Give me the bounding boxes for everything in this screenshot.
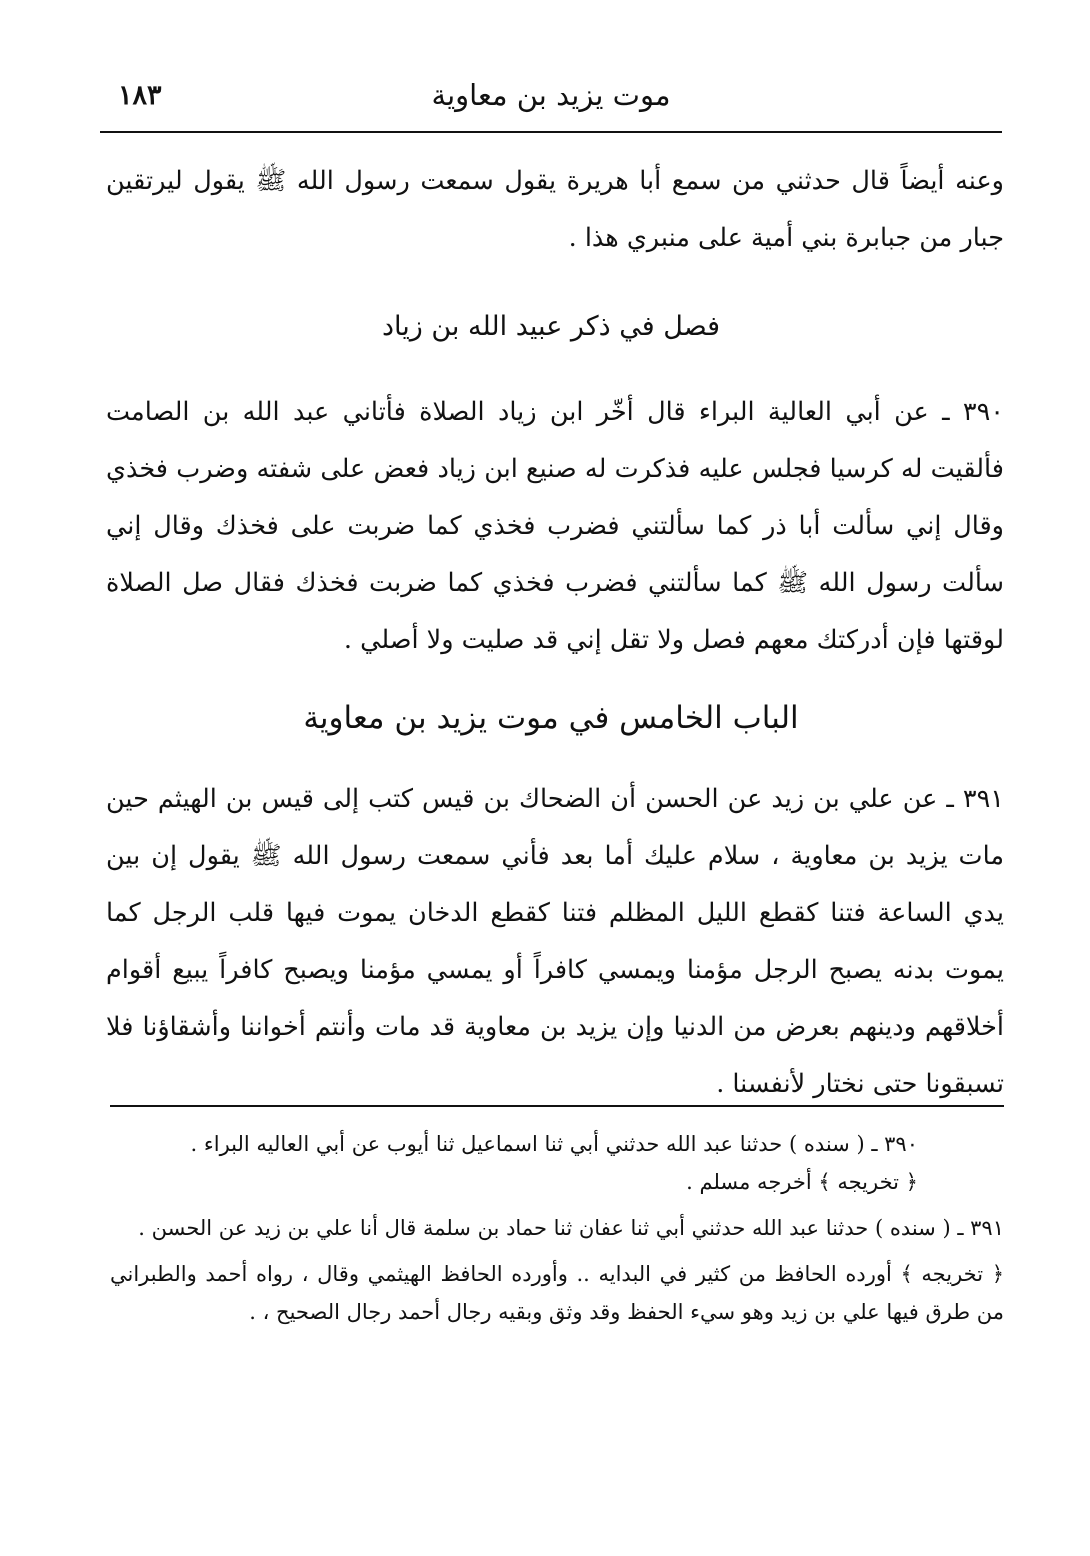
paragraph-hadith-391: ٣٩١ ـ عن علي بن زيد عن الحسن أن الضحاك بن قيس كتب إلى قيس بن الهيثم حين مات يزيد بن معاوية ، سلام عليك أما بعد فأني سمعت رسول الله ﷺ يقول إن بين يدي الساعة فتنا كقطع الليل المظلم فتنا كقطع الدخان يموت فيها قلب الرجل كما يموت بدنه يصبح الرجل مؤمنا ويمسي كافراً أو يمسي مؤمنا ويصبح كافراً يبيع أقوام أخلاقهم ودينهم بعرض من الدنيا وإن يزيد بن معاوية قد مات وأنتم أخواننا وأشقاؤنا فلا تسبقونا حتى نختار لأنفسنا . [106,784,1004,1099]
chapter-heading-yazid: الباب الخامس في موت يزيد بن معاوية [303,700,799,736]
footnote-divider [110,1105,1004,1107]
header-divider [100,131,1002,133]
running-title: موت يزيد بن معاوية [431,78,671,112]
footnote-391-sanad: ٣٩١ ـ ( سنده ) حدثنا عبد الله حدثني أبي ثنا عفان ثنا حماد بن سلمة قال أنا علي بن زيد عن الحسن . [138,1216,1004,1240]
paragraph-hadith-390: ٣٩٠ ـ عن أبي العالية البراء قال أخّر ابن زياد الصلاة فأتاني عبد الله بن الصامت فألقيت له كرسيا فجلس عليه فذكرت له صنيع ابن زياد فعض على شفته وضرب فخذي وقال إني سألت أبا ذر كما سألتني فضرب فخذي كما ضربت على فخذك وقال إني سألت رسول الله ﷺ كما سألتني فضرب فخذي كما ضربت فخذك فقال صل الصلاة لوقتها فإن أدركتك معهم فصل ولا تقل إني قد صليت ولا أصلي . [106,397,1004,655]
paragraph-hadith-abu-hurayra: وعنه أيضاً قال حدثني من سمع أبا هريرة يقول سمعت رسول الله ﷺ يقول ليرتقين جبار من جبابرة بني أمية على منبري هذا . [106,166,1004,253]
footnotes [110,1125,1004,1331]
page-header [100,72,1002,124]
footnote-391-takhrij: ﴿ تخريجه ﴾ أورده الحافظ من كثير في البدايه .. وأورده الحافظ الهيثمي وقال ، رواه أحمد والطبراني من طرق فيها علي بن زيد وهو سيء الحفظ وقد وثق وبقيه رجال أحمد رجال الصحيح ، . [110,1262,1004,1324]
section-heading-ubaydullah: فصل في ذكر عبيد الله بن زياد [381,311,721,342]
footnote-390-sanad: ٣٩٠ ـ ( سنده ) حدثنا عبد الله حدثني أبي ثنا اسماعيل ثنا أيوب عن أبي العاليه البراء . [190,1132,918,1156]
page-number: ١٨٣ [118,80,162,111]
footnote-390-takhrij: ﴿ تخريجه ﴾ أخرجه مسلم . [686,1170,918,1194]
